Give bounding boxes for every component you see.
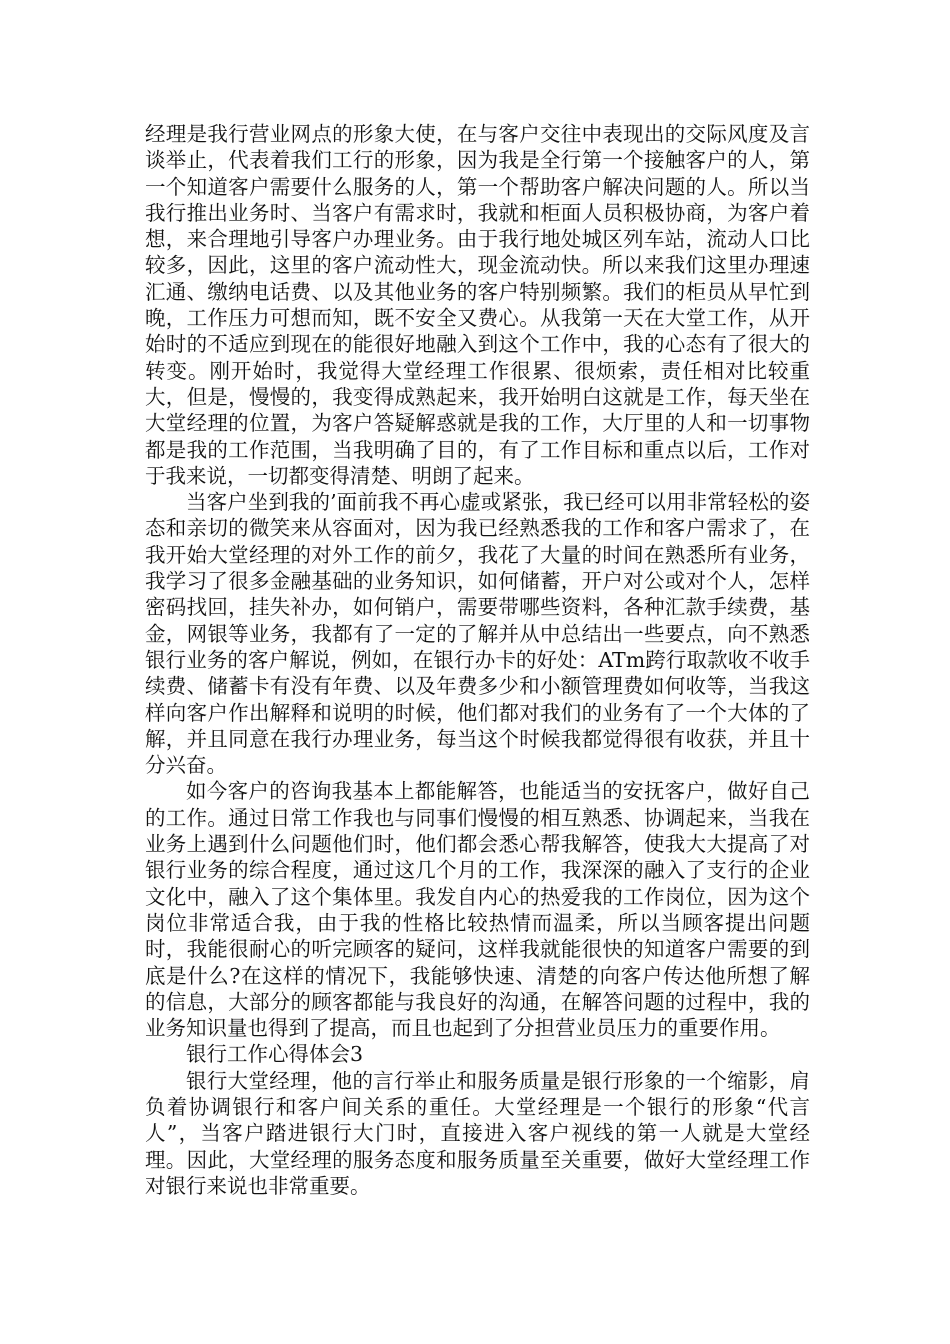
section-heading: 银行工作心得体会3 — [186, 1042, 364, 1067]
paragraph-3: 如今客户的咨询我基本上都能解答，也能适当的安抚客户，做好自己的工作。通过日常工作我也与同事们慢慢的相互熟悉、协调起来，当我在业务上遇到什么问题他们时，他们都会悉心帮我解答，使我大大提高了对银行业务的综合程度，通过这几个月的工作，我深深的融入了支行的企业文化中，融入了这个集体里。我发自内心的热爱我的工作岗位，因为这个岗位非常适合我，由于我的性格比较热情而温柔，所以当顾客提出问题时，我能很耐心的听完顾客的疑问，这样我就能很快的知道客户需要的到底是什么?在这样的情况下，我能够快速、清楚的向客户传达他所想了解的信息，大部分的顾客都能与我良好的沟通，在解答问题的过程中，我的业务知识量也得到了提高，而且也起到了分担营业员压力的重要作用。 — [145, 779, 810, 1041]
paragraph-4: 银行大堂经理，他的言行举止和服务质量是银行形象的一个缩影，肩负着协调银行和客户间关系的重任。大堂经理是一个银行的形象“代言人”，当客户踏进银行大门时，直接进入客户视线的第一人就是大堂经理。因此，大堂经理的服务态度和服务质量至关重要，做好大堂经理工作对银行来说也非常重要。 — [145, 1068, 810, 1198]
paragraph-2: 当客户坐到我的’面前我不再心虚或紧张，我已经可以用非常轻松的姿态和亲切的微笑来从容面对，因为我已经熟悉我的工作和客户需求了，在我开始大堂经理的对外工作的前夕，我花了大量的时间在熟悉所有业务，我学习了很多金融基础的业务知识，如何储蓄，开户对公或对个人，怎样密码找回，挂失补办，如何销户，需要带哪些资料，各种汇款手续费，基金，网银等业务，我都有了一定的了解并从中总结出一些要点，向不熟悉银行业务的客户解说，例如，在银行办卡的好处：ATm跨行取款收不收手续费、储蓄卡有没有年费、以及年费多少和小额管理费如何收等，当我这样向客户作出解释和说明的时候，他们都对我们的业务有了一个大体的了解，并且同意在我行办理业务，每当这个时候我都觉得很有收获，并且十分兴奋。 — [145, 490, 810, 778]
paragraph-1: 经理是我行营业网点的形象大使，在与客户交往中表现出的交际风度及言谈举止，代表着我们工行的形象，因为我是全行第一个接触客户的人，第一个知道客户需要什么服务的人，第一个帮助客户解决问题的人。所以当我行推出业务时、当客户有需求时，我就和柜面人员积极协商，为客户着想，来合理地引导客户办理业务。由于我行地处城区列车站，流动人口比较多，因此，这里的客户流动性大，现金流动快。所以来我们这里办理速汇通、缴纳电话费、以及其他业务的客户特别频繁。我们的柜员从早忙到晚，工作压力可想而知，既不安全又费心。从我第一天在大堂工作，从开始时的不适应到现在的能很好地融入到这个工作中，我的心态有了很大的转变。刚开始时，我觉得大堂经理工作很累、很烦索，责任相对比较重大，但是，慢慢的，我变得成熟起来，我开始明白这就是工作，每天坐在大堂经理的位置，为客户答疑解惑就是我的工作，大厅里的人和一切事物都是我的工作范围，当我明确了目的，有了工作目标和重点以后，工作对于我来说，一切都变得清楚、明朗了起来。 — [145, 122, 810, 488]
document-page — [145, 121, 810, 1199]
